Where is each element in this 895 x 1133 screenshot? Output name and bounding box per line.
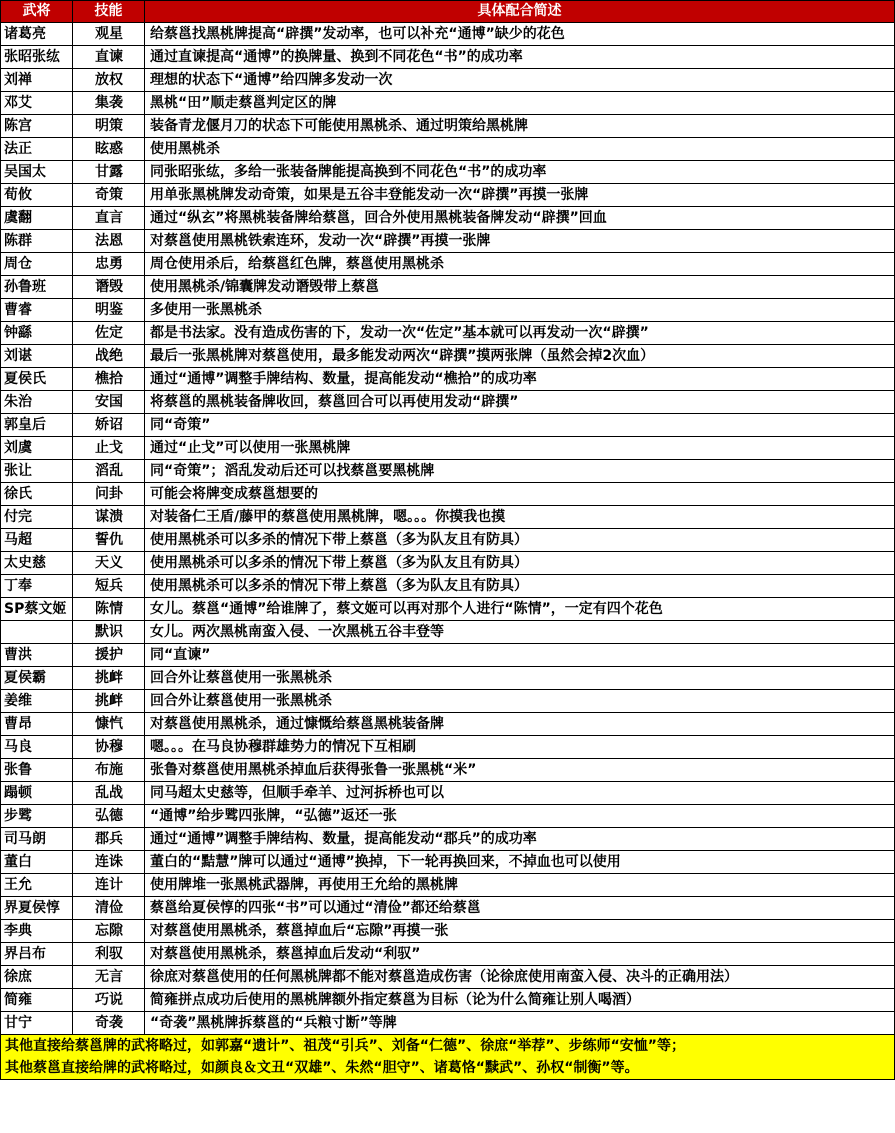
description-cell: 对蔡邕使用黑桃杀，蔡邕掉血后发动“利驭” <box>145 943 895 966</box>
general-cell: 法正 <box>1 138 73 161</box>
table-row <box>1 713 895 736</box>
table-row <box>1 276 895 299</box>
general-cell: 张昭张纮 <box>1 46 73 69</box>
table-row <box>1 460 895 483</box>
skill-cell: 郡兵 <box>73 828 145 851</box>
general-cell: 荀攸 <box>1 184 73 207</box>
general-cell: SP蔡文姬 <box>1 598 73 621</box>
skill-cell: 直言 <box>73 207 145 230</box>
table-row <box>1 621 895 644</box>
header-description: 具体配合简述 <box>145 1 895 23</box>
table-row <box>1 368 895 391</box>
general-cell: 夏侯霸 <box>1 667 73 690</box>
skill-cell: 谮毁 <box>73 276 145 299</box>
skill-cell: 短兵 <box>73 575 145 598</box>
general-cell: 刘谌 <box>1 345 73 368</box>
general-cell: 陈群 <box>1 230 73 253</box>
table-row <box>1 391 895 414</box>
table-row <box>1 207 895 230</box>
skill-cell: 甘露 <box>73 161 145 184</box>
description-cell: 使用牌堆一张黑桃武器牌，再使用王允给的黑桃牌 <box>145 874 895 897</box>
skill-cell: 清俭 <box>73 897 145 920</box>
table-row <box>1 230 895 253</box>
table-row <box>1 989 895 1012</box>
table-row <box>1 575 895 598</box>
skill-cell: 巧说 <box>73 989 145 1012</box>
table-row <box>1 759 895 782</box>
description-cell: 通过直谏提高“通博”的换牌量、换到不同花色“书”的成功率 <box>145 46 895 69</box>
skill-cell: 奇袭 <box>73 1012 145 1035</box>
table-row <box>1 1012 895 1035</box>
description-cell: 同“奇策”；滔乱发动后还可以找蔡邕要黑桃牌 <box>145 460 895 483</box>
table-row <box>1 437 895 460</box>
description-cell: 通过“通博”调整手牌结构、数量，提高能发动“郡兵”的成功率 <box>145 828 895 851</box>
description-cell: 理想的状态下“通博”给四牌多发动一次 <box>145 69 895 92</box>
skill-cell: 樵拾 <box>73 368 145 391</box>
description-cell: 通过“止戈”可以使用一张黑桃牌 <box>145 437 895 460</box>
description-cell: 对蔡邕使用黑桃杀，通过慷慨给蔡邕黑桃装备牌 <box>145 713 895 736</box>
header-skill: 技能 <box>73 1 145 23</box>
general-cell: 李典 <box>1 920 73 943</box>
table-row <box>1 690 895 713</box>
general-cell: 马良 <box>1 736 73 759</box>
general-cell: 简雍 <box>1 989 73 1012</box>
general-cell: 孙鲁班 <box>1 276 73 299</box>
general-cell: 甘宁 <box>1 1012 73 1035</box>
footer-notes <box>1 1035 895 1080</box>
description-cell: 装备青龙偃月刀的状态下可能使用黑桃杀、通过明策给黑桃牌 <box>145 115 895 138</box>
table-row <box>1 322 895 345</box>
table-row <box>1 920 895 943</box>
table-row <box>1 782 895 805</box>
general-cell: 张鲁 <box>1 759 73 782</box>
table-row <box>1 46 895 69</box>
table-row <box>1 667 895 690</box>
skill-cell: 观星 <box>73 23 145 46</box>
description-cell: 通过“纵玄”将黑桃装备牌给蔡邕，回合外使用黑桃装备牌发动“辟撰”回血 <box>145 207 895 230</box>
description-cell: 对装备仁王盾/藤甲的蔡邕使用黑桃牌，嗯。。。你摸我也摸 <box>145 506 895 529</box>
table-row <box>1 552 895 575</box>
description-cell: 使用黑桃杀可以多杀的情况下带上蔡邕（多为队友且有防具） <box>145 529 895 552</box>
skill-cell: 援护 <box>73 644 145 667</box>
general-cell: 界夏侯惇 <box>1 897 73 920</box>
description-cell: 给蔡邕找黑桃牌提高“辟撰”发动率，也可以补充“通博”缺少的花色 <box>145 23 895 46</box>
general-cell: 界吕布 <box>1 943 73 966</box>
skill-cell: 天义 <box>73 552 145 575</box>
skill-cell: 忠勇 <box>73 253 145 276</box>
description-cell: “通博”给步骘四张牌，“弘德”返还一张 <box>145 805 895 828</box>
table-row <box>1 414 895 437</box>
description-cell: 使用黑桃杀/锦囊牌发动谮毁带上蔡邕 <box>145 276 895 299</box>
general-cell: 丁奉 <box>1 575 73 598</box>
skill-cell: 弘德 <box>73 805 145 828</box>
general-cell: 司马朗 <box>1 828 73 851</box>
general-cell: 夏侯氏 <box>1 368 73 391</box>
general-cell: 吴国太 <box>1 161 73 184</box>
general-cell: 曹昂 <box>1 713 73 736</box>
general-cell: 曹洪 <box>1 644 73 667</box>
description-cell: 可能会将牌变成蔡邕想要的 <box>145 483 895 506</box>
description-cell: 通过“通博”调整手牌结构、数量，提高能发动“樵拾”的成功率 <box>145 368 895 391</box>
skill-cell: 娇诏 <box>73 414 145 437</box>
description-cell: 女儿。两次黑桃南蛮入侵、一次黑桃五谷丰登等 <box>145 621 895 644</box>
description-cell: 嗯。。。在马良协穆群雄势力的情况下互相刷 <box>145 736 895 759</box>
skill-cell: 默识 <box>73 621 145 644</box>
skill-cell: 无言 <box>73 966 145 989</box>
description-cell: 用单张黑桃牌发动奇策，如果是五谷丰登能发动一次“辟撰”再摸一张牌 <box>145 184 895 207</box>
skill-cell: 安国 <box>73 391 145 414</box>
table-row <box>1 506 895 529</box>
description-cell: 徐庶对蔡邕使用的任何黑桃牌都不能对蔡邕造成伤害（论徐庶使用南蛮入侵、决斗的正确用法） <box>145 966 895 989</box>
general-cell: 马超 <box>1 529 73 552</box>
description-cell: 最后一张黑桃牌对蔡邕使用，最多能发动两次“辟撰”摸两张牌（虽然会掉2次血） <box>145 345 895 368</box>
skill-cell: 协穆 <box>73 736 145 759</box>
table-row <box>1 69 895 92</box>
general-cell: 刘虞 <box>1 437 73 460</box>
skill-cell: 誓仇 <box>73 529 145 552</box>
general-cell: 徐庶 <box>1 966 73 989</box>
skill-cell: 明鉴 <box>73 299 145 322</box>
general-cell <box>1 621 73 644</box>
general-cell: 曹睿 <box>1 299 73 322</box>
table-row <box>1 874 895 897</box>
skill-cell: 滔乱 <box>73 460 145 483</box>
skill-cell: 布施 <box>73 759 145 782</box>
description-cell: 使用黑桃杀可以多杀的情况下带上蔡邕（多为队友且有防具） <box>145 575 895 598</box>
table-row <box>1 529 895 552</box>
skill-cell: 陈情 <box>73 598 145 621</box>
general-cell: 朱治 <box>1 391 73 414</box>
table-row <box>1 23 895 46</box>
skill-cell: 佐定 <box>73 322 145 345</box>
general-cell: 刘禅 <box>1 69 73 92</box>
table-row <box>1 184 895 207</box>
general-cell: 诸葛亮 <box>1 23 73 46</box>
table-row <box>1 805 895 828</box>
skill-cell: 直谏 <box>73 46 145 69</box>
description-cell: 周仓使用杀后，给蔡邕红色牌，蔡邕使用黑桃杀 <box>145 253 895 276</box>
skill-cell: 明策 <box>73 115 145 138</box>
table-row <box>1 943 895 966</box>
table-row <box>1 161 895 184</box>
skill-cell: 乱战 <box>73 782 145 805</box>
skill-cell: 忘隙 <box>73 920 145 943</box>
general-cell: 步骘 <box>1 805 73 828</box>
table-row <box>1 253 895 276</box>
description-cell: “奇袭”黑桃牌拆蔡邕的“兵粮寸断”等牌 <box>145 1012 895 1035</box>
table-row <box>1 299 895 322</box>
description-cell: 对蔡邕使用黑桃铁索连环，发动一次“辟撰”再摸一张牌 <box>145 230 895 253</box>
description-cell: 对蔡邕使用黑桃杀，蔡邕掉血后“忘隙”再摸一张 <box>145 920 895 943</box>
table-row <box>1 115 895 138</box>
general-cell: 周仓 <box>1 253 73 276</box>
general-cell: 付完 <box>1 506 73 529</box>
description-cell: 都是书法家。没有造成伤害的下，发动一次“佐定”基本就可以再发动一次“辟撰” <box>145 322 895 345</box>
table-row <box>1 483 895 506</box>
table-row <box>1 92 895 115</box>
description-cell: 董白的“黠慧”牌可以通过“通博”换掉，下一轮再换回来，不掉血也可以使用 <box>145 851 895 874</box>
general-cell: 陈宫 <box>1 115 73 138</box>
general-cell: 太史慈 <box>1 552 73 575</box>
description-cell: 回合外让蔡邕使用一张黑桃杀 <box>145 667 895 690</box>
general-cell: 郭皇后 <box>1 414 73 437</box>
table-row <box>1 598 895 621</box>
skill-cell: 连计 <box>73 874 145 897</box>
table-row <box>1 345 895 368</box>
general-cell: 蹋顿 <box>1 782 73 805</box>
table-row <box>1 644 895 667</box>
general-cell: 姜维 <box>1 690 73 713</box>
footer-row <box>1 1035 895 1080</box>
skill-cell: 奇策 <box>73 184 145 207</box>
skill-cell: 法恩 <box>73 230 145 253</box>
skill-cell: 战绝 <box>73 345 145 368</box>
skill-cell: 慷忾 <box>73 713 145 736</box>
header-general: 武将 <box>1 1 73 23</box>
description-cell: 同马超太史慈等，但顺手牵羊、过河拆桥也可以 <box>145 782 895 805</box>
table-row <box>1 897 895 920</box>
table-row <box>1 966 895 989</box>
description-cell: 同“直谏” <box>145 644 895 667</box>
description-cell: 多使用一张黑桃杀 <box>145 299 895 322</box>
table-row <box>1 828 895 851</box>
table-row <box>1 138 895 161</box>
skill-cell: 利驭 <box>73 943 145 966</box>
general-cell: 王允 <box>1 874 73 897</box>
footer-note-2: 其他蔡邕直接给牌的武将略过，如颜良＆文丑“双雄”、朱然“胆守”、诸葛恪“黩武”、孙权“制衡”等。 <box>5 1060 639 1076</box>
skill-cell: 连诛 <box>73 851 145 874</box>
general-cell: 徐氏 <box>1 483 73 506</box>
table-row <box>1 736 895 759</box>
description-cell: 简雍拼点成功后使用的黑桃牌额外指定蔡邕为目标（论为什么简雍让别人喝酒） <box>145 989 895 1012</box>
skill-cell: 挑衅 <box>73 690 145 713</box>
footer-note-1: 其他直接给蔡邕牌的武将略过，如郭嘉“遗计”、祖茂“引兵”、刘备“仁德”、徐庶“举荐”、步练师“安恤”等； <box>5 1038 686 1054</box>
description-cell: 女儿。蔡邕“通博”给谁牌了，蔡文姬可以再对那个人进行“陈情”，一定有四个花色 <box>145 598 895 621</box>
description-cell: 回合外让蔡邕使用一张黑桃杀 <box>145 690 895 713</box>
skill-cell: 眩惑 <box>73 138 145 161</box>
general-cell: 张让 <box>1 460 73 483</box>
description-cell: 同“奇策” <box>145 414 895 437</box>
skill-cell: 集袭 <box>73 92 145 115</box>
general-cell: 虞翻 <box>1 207 73 230</box>
table-row <box>1 851 895 874</box>
description-cell: 使用黑桃杀 <box>145 138 895 161</box>
description-cell: 使用黑桃杀可以多杀的情况下带上蔡邕（多为队友且有防具） <box>145 552 895 575</box>
skill-cell: 谋溃 <box>73 506 145 529</box>
description-cell: 黑桃“田”顺走蔡邕判定区的牌 <box>145 92 895 115</box>
table-body <box>1 23 895 1035</box>
header-row <box>1 1 895 23</box>
description-cell: 同张昭张纮，多给一张装备牌能提高换到不同花色“书”的成功率 <box>145 161 895 184</box>
description-cell: 张鲁对蔡邕使用黑桃杀掉血后获得张鲁一张黑桃“米” <box>145 759 895 782</box>
general-cell: 董白 <box>1 851 73 874</box>
general-cell: 邓艾 <box>1 92 73 115</box>
skill-cell: 放权 <box>73 69 145 92</box>
description-cell: 将蔡邕的黑桃装备牌收回，蔡邕回合可以再使用发动“辟撰” <box>145 391 895 414</box>
skill-cell: 止戈 <box>73 437 145 460</box>
skill-cell: 问卦 <box>73 483 145 506</box>
general-cell: 钟繇 <box>1 322 73 345</box>
skill-cell: 挑衅 <box>73 667 145 690</box>
description-cell: 蔡邕给夏侯惇的四张“书”可以通过“清俭”都还给蔡邕 <box>145 897 895 920</box>
